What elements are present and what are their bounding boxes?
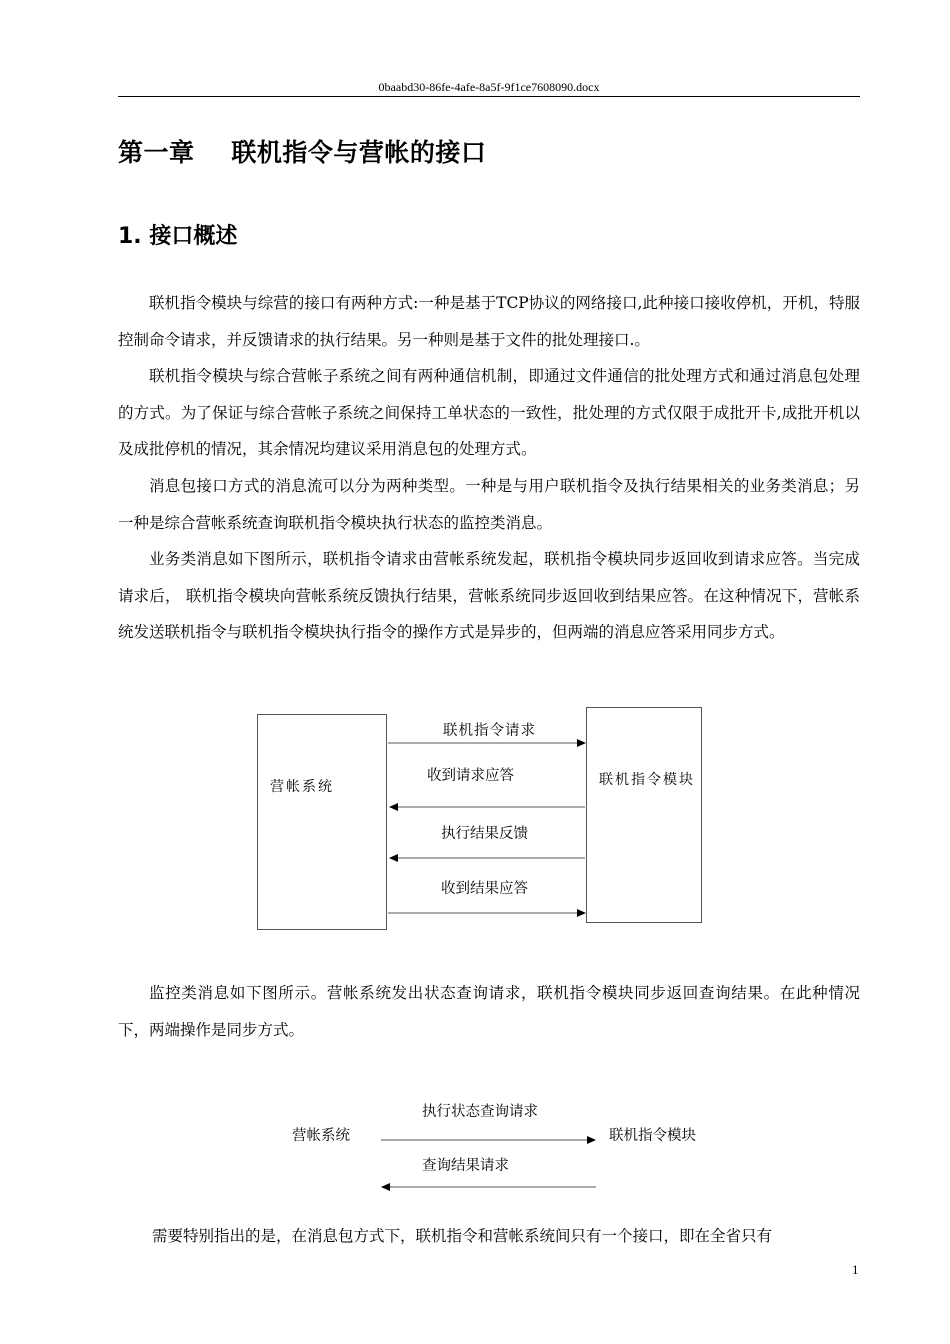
paragraph-4: 业务类消息如下图所示，联机指令请求由营帐系统发起，联机指令模块同步返回收到请求应答。当完成请求后， 联机指令模块向营帐系统反馈执行结果，营帐系统同步返回收到结果应答。在这种情况下，营帐系统发送联机指令与联机指令模块执行指令的操作方式是异步的，但两端的消息应答采用同步方式。 [118,550,860,642]
arrow-label-result-feedback: 执行结果反馈 [441,826,528,842]
monitor-bottom-arrow-label: 查询结果请求 [422,1158,509,1174]
command-module-label: 联机指令模块 [599,772,695,788]
arrow-label-request-ack: 收到请求应答 [427,768,514,784]
paragraph-3: 消息包接口方式的消息流可以分为两种类型。一种是与用户联机指令及执行结果相关的业务类消息；另一种是综合营帐系统查询联机指令模块执行状态的监控类消息。 [118,476,860,532]
paragraph-1: 联机指令模块与综营的接口有两种方式:一种是基于TCP协议的网络接口,此种接口接收停机，开机，特服控制命令请求，并反馈请求的执行结果。另一种则是基于文件的批处理接口.。 [118,294,860,349]
chapter-title: 第一章 联机指令与营帐的接口 [118,138,487,167]
page-number: 1 [852,1262,859,1277]
billing-system-label: 营帐系统 [270,779,334,795]
monitor-top-arrow-label: 执行状态查询请求 [422,1104,538,1120]
body-paragraph-mid [118,975,860,1048]
section-title: 1. 接口概述 [118,224,238,249]
monitor-right-label: 联机指令模块 [609,1128,696,1144]
paragraph-2: 联机指令模块与综合营帐子系统之间有两种通信机制，即通过文件通信的批处理方式和通过消息包处理的方式。为了保证与综合营帐子系统之间保持工单状态的一致性，批处理的方式仅限于成批开卡,成批开机以及成批停机的情况，其余情况均建议采用消息包的处理方式。 [118,367,860,459]
page-header-filename: 0baabd30-86fe-4afe-8a5f-9f1ce7608090.docx [378,80,600,94]
paragraph-5: 监控类消息如下图所示。营帐系统发出状态查询请求，联机指令模块同步返回查询结果。在此种情况下，两端操作是同步方式。 [118,984,860,1039]
arrow-label-request: 联机指令请求 [443,723,536,739]
paragraph-6: 需要特别指出的是，在消息包方式下，联机指令和营帐系统间只有一个接口，即在全省只有 [152,1227,773,1245]
arrow-label-result-ack: 收到结果应答 [441,881,528,897]
monitor-left-label: 营帐系统 [292,1128,350,1144]
body-paragraph-bottom [152,1218,860,1255]
